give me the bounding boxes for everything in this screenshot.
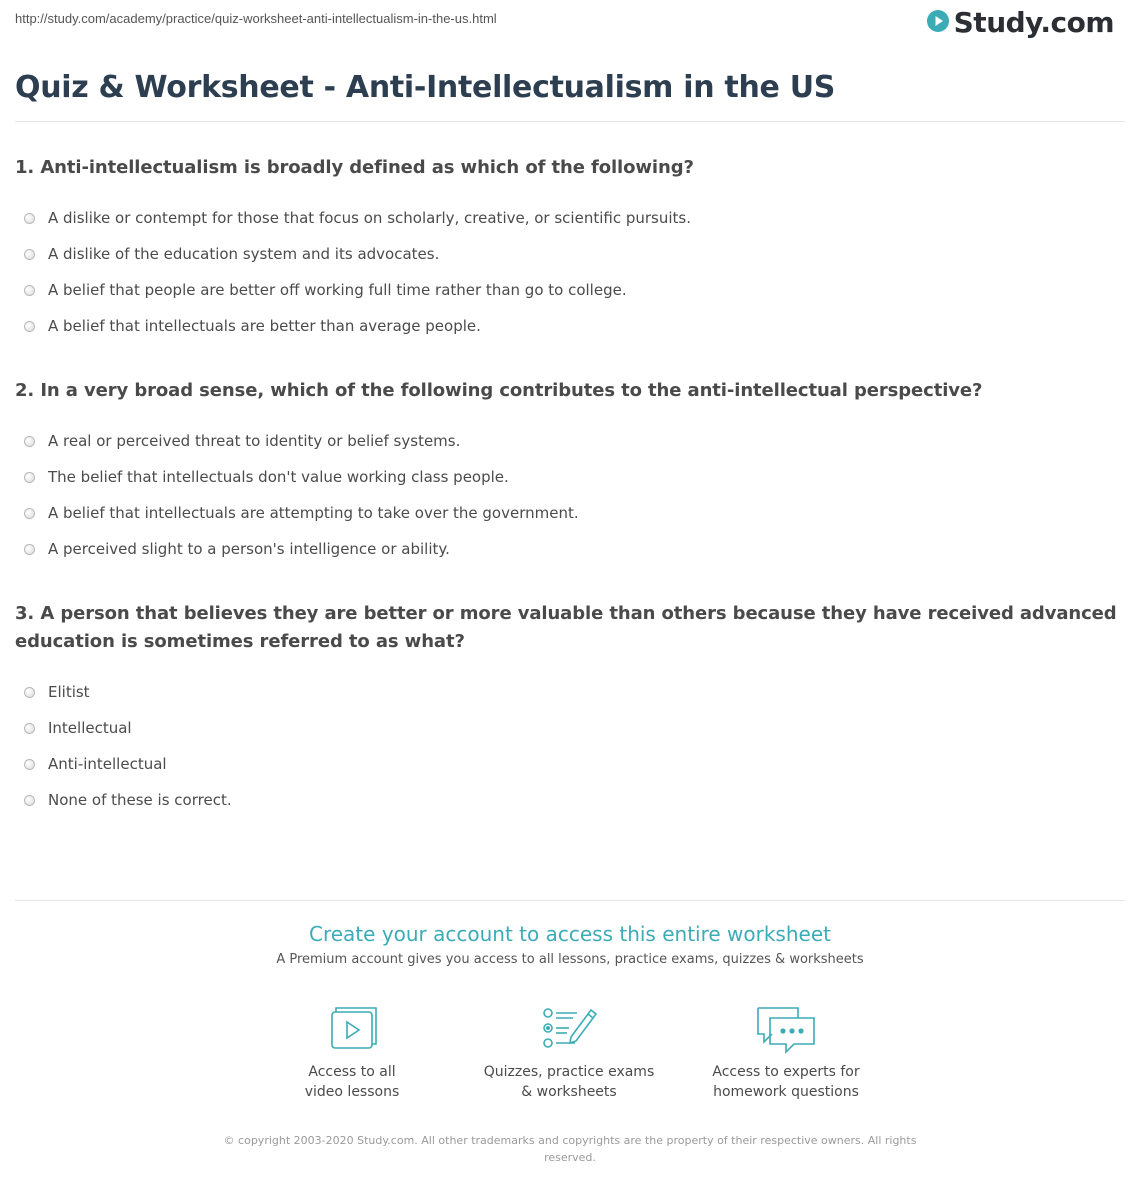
divider	[15, 900, 1125, 901]
radio-button[interactable]	[24, 472, 35, 483]
signup-cta	[0, 922, 1140, 967]
feature-label	[686, 1062, 886, 1102]
page-url: http://study.com/academy/practice/quiz-worksheet-anti-intellectualism-in-the-us.html	[15, 11, 497, 26]
radio-button[interactable]	[24, 687, 35, 698]
answer-label: A real or perceived threat to identity or belief systems.	[48, 432, 461, 450]
feature-label-line: video lessons	[304, 1084, 400, 1100]
answer-option[interactable]	[15, 778, 1120, 822]
top-bar	[0, 0, 1140, 60]
feature-label-line: homework questions	[713, 1084, 859, 1100]
answer-option[interactable]	[15, 527, 1120, 571]
question-3	[15, 600, 1120, 822]
radio-button[interactable]	[24, 795, 35, 806]
feature-quizzes	[469, 1004, 669, 1102]
feature-label-line: & worksheets	[521, 1084, 617, 1100]
feature-label	[469, 1062, 669, 1102]
answer-label: Anti-intellectual	[48, 755, 167, 773]
radio-button[interactable]	[24, 249, 35, 260]
logo-text: Study.com	[953, 6, 1114, 39]
question-list	[15, 154, 1120, 851]
cta-title-link[interactable]: Create your account to access this entire worksheet	[309, 922, 831, 946]
question-1	[15, 154, 1120, 348]
radio-button[interactable]	[24, 436, 35, 447]
radio-button[interactable]	[24, 285, 35, 296]
answer-label: A dislike of the education system and its advocates.	[48, 245, 440, 263]
question-text: 1. Anti-intellectualism is broadly defined as which of the following?	[15, 157, 694, 178]
radio-button[interactable]	[24, 759, 35, 770]
divider	[15, 121, 1125, 122]
copyright-footer	[210, 1132, 930, 1166]
answer-label: A perceived slight to a person's intelligence or ability.	[48, 540, 450, 558]
radio-button[interactable]	[24, 544, 35, 555]
cta-subtitle: A Premium account gives you access to all lessons, practice exams, quizzes & worksheets	[276, 952, 864, 967]
feature-label-line: Quizzes, practice exams	[483, 1064, 655, 1080]
quiz-checklist-icon	[469, 1004, 669, 1056]
radio-button[interactable]	[24, 723, 35, 734]
copyright-line: © copyright 2003-2020 Study.com. All other trademarks and copyrights are the property of their respective owners. All rights	[223, 1134, 917, 1147]
question-text: 2. In a very broad sense, which of the following contributes to the anti-intellectual perspective?	[15, 380, 983, 401]
answer-label: A belief that intellectuals are attempting to take over the government.	[48, 504, 579, 522]
feature-label-line: Access to experts for	[712, 1064, 860, 1080]
feature-label	[252, 1062, 452, 1102]
answer-label: Elitist	[48, 683, 90, 701]
page-title: Quiz & Worksheet - Anti-Intellectualism in the US	[15, 70, 836, 105]
video-lessons-icon	[252, 1004, 452, 1056]
study-logo[interactable]	[926, 6, 1114, 39]
question-2	[15, 377, 1120, 571]
answer-label: A belief that intellectuals are better than average people.	[48, 317, 481, 335]
play-circle-icon	[926, 9, 950, 37]
answer-label: Intellectual	[48, 719, 132, 737]
question-text: 3. A person that believes they are better or more valuable than others because they have received advanced education is sometimes referred to as what?	[15, 603, 1117, 652]
answer-option[interactable]	[15, 304, 1120, 348]
answer-label: None of these is correct.	[48, 791, 232, 809]
radio-button[interactable]	[24, 321, 35, 332]
feature-label-line: Access to all	[308, 1064, 396, 1080]
answer-label: A dislike or contempt for those that focus on scholarly, creative, or scientific pursuits.	[48, 209, 691, 227]
answer-label: A belief that people are better off working full time rather than go to college.	[48, 281, 627, 299]
feature-experts	[686, 1004, 886, 1102]
radio-button[interactable]	[24, 508, 35, 519]
feature-video-lessons	[252, 1004, 452, 1102]
feature-list	[0, 1004, 1140, 1114]
chat-bubble-icon	[686, 1004, 886, 1056]
answer-label: The belief that intellectuals don't value working class people.	[48, 468, 509, 486]
radio-button[interactable]	[24, 213, 35, 224]
copyright-line: reserved.	[544, 1151, 596, 1164]
